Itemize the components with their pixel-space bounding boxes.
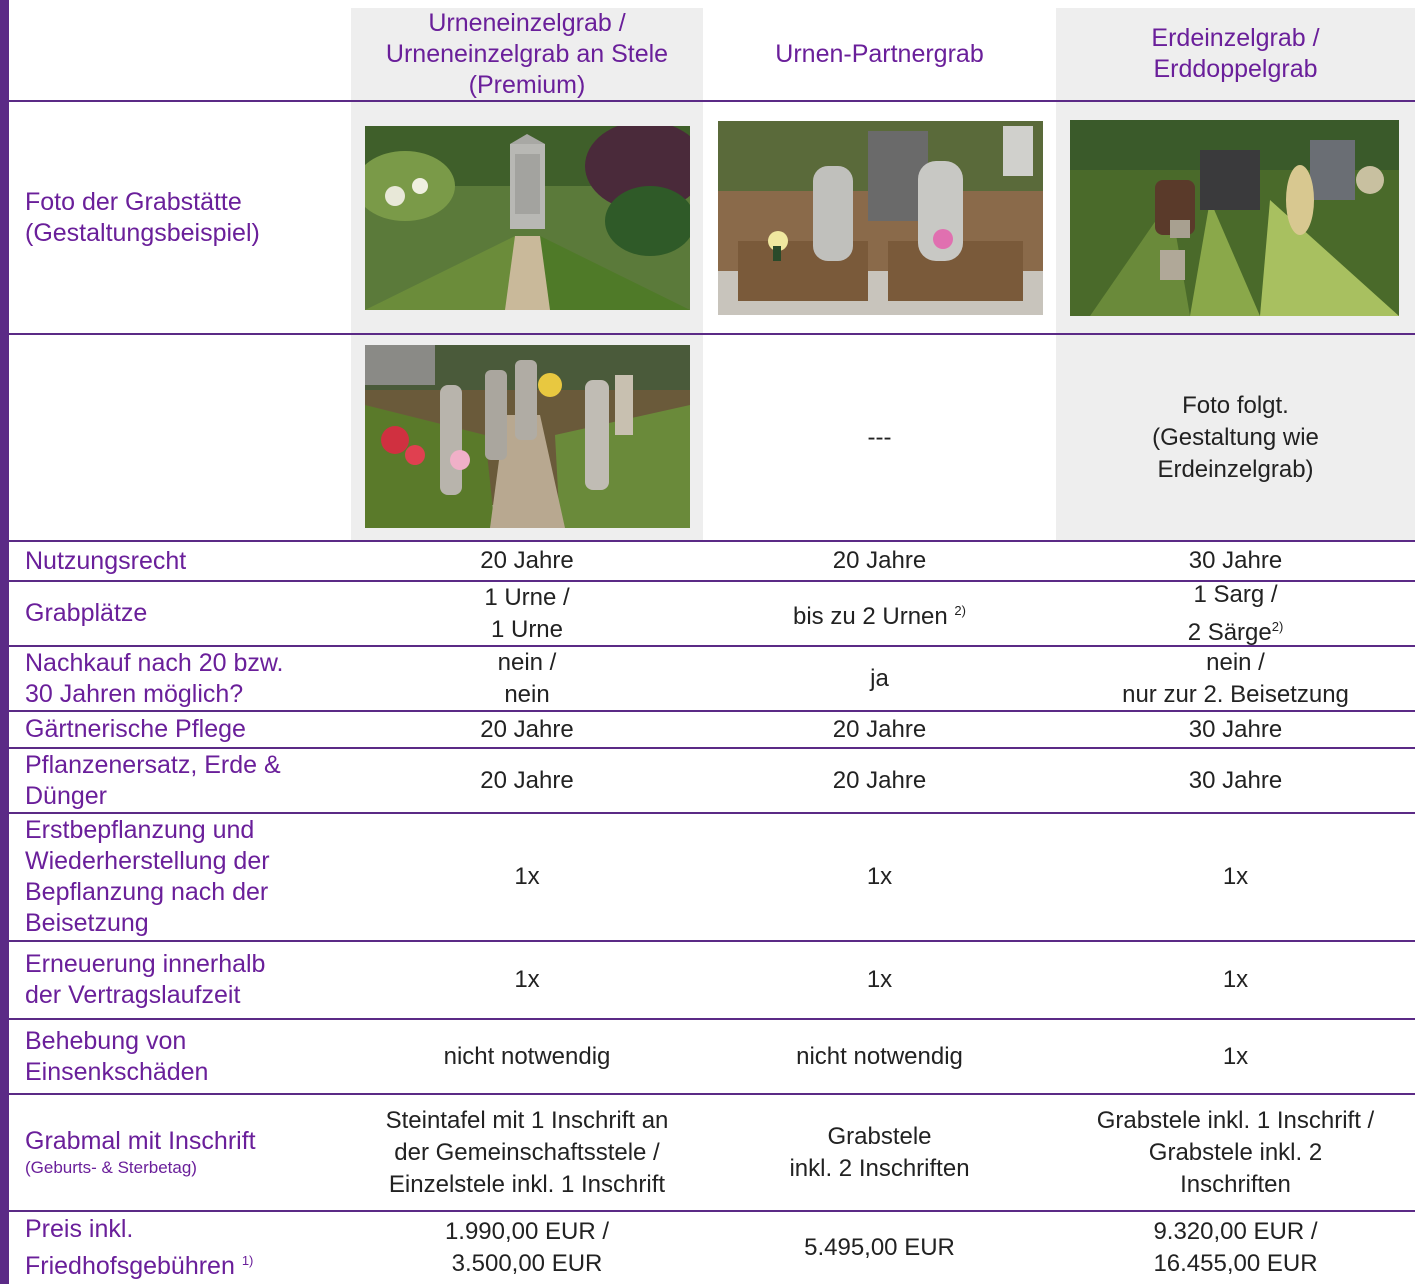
preis-col2: 5.495,00 EUR — [804, 1234, 955, 1261]
pflanzen-col1: 20 Jahre — [480, 766, 574, 794]
pflege-col2: 20 Jahre — [832, 715, 927, 743]
grabmal-col2: Grabstele inkl. 2 Inschriften — [789, 1122, 970, 1182]
nachkauf-col3: nein / nur zur 2. Beisetzung — [1122, 648, 1349, 708]
foto2-col3: Foto folgt. (Gestaltung wie Erdeinzelgrab) — [1152, 391, 1319, 483]
grabplaetze-col2: bis zu 2 Urnen $^{2)}$ — [793, 602, 966, 630]
header-urneneinzelgrab: Urneneinzelgrab / Urneneinzelgrab an Stele (Premium) — [385, 8, 669, 99]
behebung-col3: 1x — [1222, 1042, 1249, 1070]
label-nutzungsrecht: Nutzungsrecht — [25, 546, 187, 575]
header-urnen-partnergrab: Urnen-Partnergrab — [775, 39, 984, 68]
erstbepflanzung-col3: 1x — [1222, 863, 1249, 890]
nachkauf-col1: nein / nein — [497, 648, 557, 708]
label-erneuerung: Erneuerung innerhalb der Vertragslaufzeit — [25, 950, 266, 1009]
photo-urneneinzelgrab — [365, 126, 690, 310]
erneuerung-col2: 1x — [866, 966, 893, 993]
behebung-col1: nicht notwendig — [443, 1042, 611, 1070]
nachkauf-col2: ja — [870, 664, 889, 692]
label-pflanzenersatz: Pflanzenersatz, Erde & Dünger — [25, 750, 281, 810]
label-erstbepflanzung: Erstbepflanzung und Wiederherstellung der Bepflanzung nach der Beisetzung — [25, 816, 270, 937]
nutzungsrecht-col1: 20 Jahre — [480, 547, 574, 574]
preis-col3: 9.320,00 EUR / 16.455,00 EUR — [1153, 1218, 1318, 1277]
erneuerung-col1: 1x — [514, 966, 540, 993]
photo-erdeinzelgrab — [1070, 120, 1399, 316]
preis-col1: 1.990,00 EUR / 3.500,00 EUR — [444, 1218, 610, 1277]
left-accent-bar — [0, 0, 9, 1284]
label-behebung: Behebung von Einsenkschäden — [25, 1026, 209, 1086]
photo-urnen-partnergrab — [718, 121, 1043, 315]
label-pflege: Gärtnerische Pflege — [25, 715, 246, 743]
label-grabplaetze: Grabplätze — [25, 599, 148, 627]
grabmal-col1: Steintafel mit 1 Inschrift an der Gemeinschaftsstele / Einzelstele inkl. 1 Inschrift — [385, 1106, 669, 1198]
label-preis: Preis inkl. Friedhofsgebühren $^{1)}$ — [25, 1215, 254, 1280]
nutzungsrecht-col3: 30 Jahre — [1188, 547, 1283, 574]
nutzungsrecht-col2: 20 Jahre — [832, 547, 927, 574]
header-erdeinzelgrab: Erdeinzelgrab / Erddoppelgrab — [1151, 24, 1320, 83]
grabplaetze-col1: 1 Urne / 1 Urne — [484, 583, 570, 643]
foto2-col2: --- — [867, 423, 892, 451]
label-grabmal: Grabmal mit Inschrift (Geburts- & Sterbetag) — [25, 1127, 256, 1177]
photo-urnengrab-stele — [365, 345, 690, 528]
pflanzen-col2: 20 Jahre — [832, 766, 927, 794]
label-nachkauf: Nachkauf nach 20 bzw. 30 Jahren möglich? — [25, 648, 284, 708]
erstbepflanzung-col2: 1x — [866, 863, 893, 890]
grabplaetze-col3: 1 Sarg / 2 Särge$^{2)}$ — [1187, 580, 1284, 646]
erstbepflanzung-col1: 1x — [514, 863, 540, 890]
behebung-col2: nicht notwendig — [796, 1042, 963, 1070]
grabmal-col3: Grabstele inkl. 1 Inschrift / Grabstele inkl. 2 Inschriften — [1096, 1106, 1375, 1198]
pflanzen-col3: 30 Jahre — [1188, 766, 1283, 794]
pflege-col1: 20 Jahre — [480, 715, 574, 743]
label-foto: Foto der Grabstätte (Gestaltungsbeispiel) — [25, 187, 260, 247]
erneuerung-col3: 1x — [1222, 966, 1249, 993]
label-grabmal-sub: (Geburts- & Sterbetag) — [25, 1158, 197, 1177]
pflege-col3: 30 Jahre — [1188, 715, 1283, 743]
